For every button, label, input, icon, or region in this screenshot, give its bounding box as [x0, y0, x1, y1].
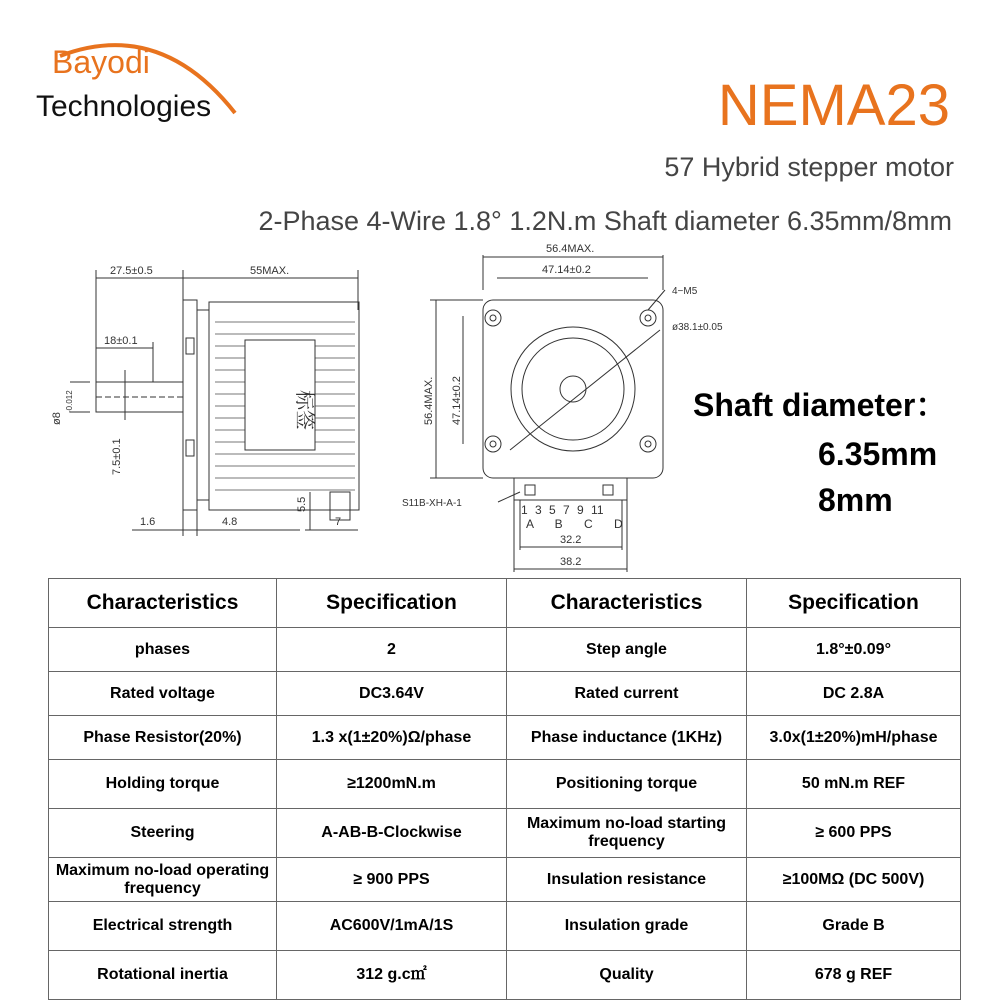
table-cell: Insulation grade — [507, 902, 747, 951]
table-cell: ≥ 600 PPS — [747, 809, 961, 858]
model-title: NEMA23 — [717, 73, 950, 138]
dim-front-holes: 47.14±0.2 — [542, 264, 591, 276]
header-specification: Specification — [277, 579, 507, 628]
dim-shaft-dia: ø8 — [51, 412, 63, 425]
table-row — [49, 858, 961, 902]
table-cell: DC3.64V — [277, 672, 507, 716]
table-cell: 1.8°±0.09° — [747, 628, 961, 672]
table-cell: ≥1200mN.m — [277, 760, 507, 809]
table-row — [49, 716, 961, 760]
table-cell: 3.0x(1±20%)mH/phase — [747, 716, 961, 760]
table-cell: Holding torque — [49, 760, 277, 809]
table-cell: Phase inductance (1KHz) — [507, 716, 747, 760]
dim-conn-h: 5.5 — [296, 496, 308, 512]
label-chars: 标签 — [293, 390, 315, 430]
connector-pin-letters: A B C D — [526, 517, 623, 531]
table-cell: Rotational inertia — [49, 951, 277, 1000]
dim-front-overall: 56.4MAX. — [546, 243, 595, 255]
product-subtitle: 57 Hybrid stepper motor — [664, 152, 954, 182]
spec-table — [48, 578, 961, 1000]
table-cell: Steering — [49, 809, 277, 858]
table-row — [49, 760, 961, 809]
dim-pilot: ø38.1±0.05 — [672, 322, 723, 333]
table-row — [49, 809, 961, 858]
front-view — [402, 243, 723, 572]
dim-screw: 4−M5 — [672, 286, 698, 297]
table-cell: Electrical strength — [49, 902, 277, 951]
shaft-diameter-value-2: 8mm — [818, 482, 893, 518]
dim-boss: 1.6 — [140, 516, 156, 528]
dim-front-holes-v: 47.14±0.2 — [451, 376, 463, 425]
product-specline: 2-Phase 4-Wire 1.8° 1.2N.m Shaft diameter 6.35mm/8mm — [258, 206, 952, 236]
table-cell: Maximum no-load starting frequency — [507, 809, 747, 858]
table-cell: Step angle — [507, 628, 747, 672]
table-cell: AC600V/1mA/1S — [277, 902, 507, 951]
table-row — [49, 628, 961, 672]
table-cell: 1.3 x(1±20%)Ω/phase — [277, 716, 507, 760]
header-characteristics: Characteristics — [507, 579, 747, 628]
dim-conn-w: 7 — [335, 516, 342, 528]
brand-subtitle: Technologies — [36, 90, 212, 123]
brand-name: Bayodi — [52, 44, 150, 80]
table-cell: DC 2.8A — [747, 672, 961, 716]
table-header-row — [49, 579, 961, 628]
table-row — [49, 902, 961, 951]
dim-pins: 32.2 — [560, 534, 582, 546]
table-cell: 312 g.c㎡ — [277, 951, 507, 1000]
dim-shaft-flat: 18±0.1 — [104, 335, 138, 347]
table-row — [49, 672, 961, 716]
table-cell: Insulation resistance — [507, 858, 747, 902]
table-cell: Rated voltage — [49, 672, 277, 716]
dim-front-overall-v: 56.4MAX. — [423, 376, 435, 425]
table-cell: ≥ 900 PPS — [277, 858, 507, 902]
shaft-diameter-value-1: 6.35mm — [818, 436, 938, 472]
dim-shaft-tol: -0.012 — [65, 390, 74, 413]
dim-flange-thk: 4.8 — [222, 516, 238, 528]
table-cell: ≥100MΩ (DC 500V) — [747, 858, 961, 902]
technical-drawing — [0, 230, 723, 580]
table-cell: 678 g REF — [747, 951, 961, 1000]
table-cell: 2 — [277, 628, 507, 672]
table-cell: A-AB-B-Clockwise — [277, 809, 507, 858]
table-cell: Grade B — [747, 902, 961, 951]
table-row — [49, 951, 961, 1000]
header-specification: Specification — [747, 579, 961, 628]
table-cell: phases — [49, 628, 277, 672]
side-view — [51, 265, 359, 536]
connector-label: S11B-XH-A-1 — [402, 498, 462, 509]
table-cell: Positioning torque — [507, 760, 747, 809]
dim-conn: 38.2 — [560, 556, 582, 568]
table-cell: Quality — [507, 951, 747, 1000]
table-cell: 50 mN.m REF — [747, 760, 961, 809]
table-cell: Maximum no-load operating frequency — [49, 858, 277, 902]
table-cell: Rated current — [507, 672, 747, 716]
header-characteristics: Characteristics — [49, 579, 277, 628]
dim-flat-depth: 7.5±0.1 — [111, 438, 123, 475]
connector-pins: 1 3 5 7 9 11 — [521, 503, 604, 517]
dim-body: 55MAX. — [250, 265, 290, 277]
table-cell: Phase Resistor(20%) — [49, 716, 277, 760]
dim-flange: 27.5±0.5 — [110, 265, 153, 277]
shaft-diameter-title: Shaft diameter： — [693, 387, 948, 423]
